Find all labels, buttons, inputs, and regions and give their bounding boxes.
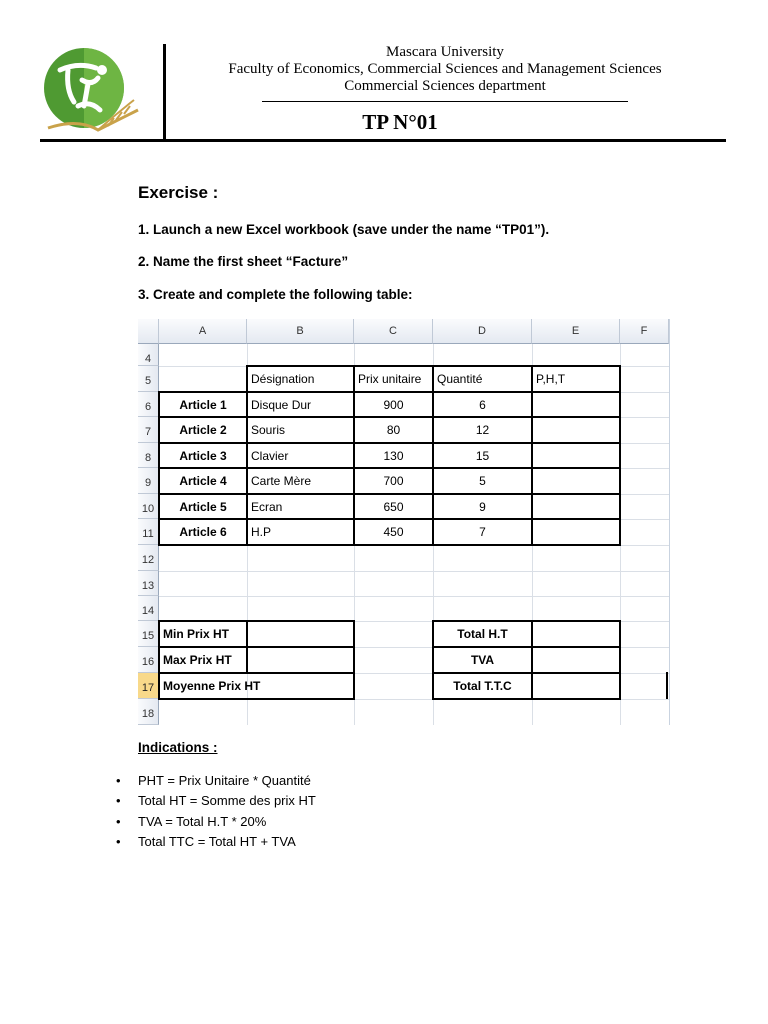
article-prix: 650 [353,493,434,520]
article-designation: Clavier [246,442,355,469]
article-prix: 450 [353,518,434,546]
exercise-title: Exercise : [138,183,219,202]
select-all-corner [138,319,159,344]
exercise-step-1: 1. Launch a new Excel workbook (save under the name “TP01”). [138,222,550,237]
totals-label-ttc: Total T.T.C [432,672,533,700]
header-vertical-divider [163,44,166,140]
article-label: Article 5 [158,493,248,520]
table-header-quantite: Quantité [432,365,533,393]
article-prix: 80 [353,416,434,444]
row-header-18: 18 [138,699,159,725]
row-header-10: 10 [138,494,159,519]
bullet-icon: • [116,834,121,849]
article-prix: 900 [353,391,434,418]
article-quantite: 7 [432,518,533,546]
article-quantite: 9 [432,493,533,520]
column-header-c: C [354,319,433,344]
article-quantite: 5 [432,467,533,495]
department-name: Commercial Sciences department [344,78,546,94]
article-label: Article 4 [158,467,248,495]
article-prix: 700 [353,467,434,495]
table-header-prix-unitaire: Prix unitaire [353,365,434,393]
article-pht-empty [531,493,621,520]
article-quantite: 12 [432,416,533,444]
article-label: Article 1 [158,391,248,418]
stats-label-min: Min Prix HT [158,620,248,648]
university-logo [38,40,146,140]
indication-text: Total TTC = Total HT + TVA [138,834,296,849]
article-pht-empty [531,416,621,444]
row-header-12: 12 [138,545,159,571]
indication-text: TVA = Total H.T * 20% [138,814,267,829]
faculty-name: Faculty of Economics, Commercial Sciences and Management Sciences [228,61,662,77]
row-header-16: 16 [138,647,159,673]
article-designation: H.P [246,518,355,546]
cell-cursor-edge [666,672,668,699]
bullet-icon: • [116,793,121,808]
stats-label-moyenne: Moyenne Prix HT [158,672,355,700]
row-header-14: 14 [138,596,159,621]
article-designation: Disque Dur [246,391,355,418]
gridline [159,571,669,572]
indication-text: Total HT = Somme des prix HT [138,793,316,808]
tp-title: TP N°01 [362,110,438,134]
bullet-icon: • [116,814,121,829]
totals-value-total-ht [531,620,621,648]
table-header-pht: P,H,T [531,365,621,393]
gridline [159,596,669,597]
indication-text: PHT = Prix Unitaire * Quantité [138,773,311,788]
row-header-8: 8 [138,443,159,468]
article-quantite: 15 [432,442,533,469]
university-name: Mascara University [386,44,504,60]
stats-label-max: Max Prix HT [158,646,248,674]
indications-title: Indications : [138,740,218,755]
article-pht-empty [531,391,621,418]
totals-label-total-ht: Total H.T [432,620,533,648]
row-header-6: 6 [138,392,159,417]
totals-value-ttc [531,672,621,700]
spreadsheet-image [138,319,670,725]
totals-value-tva [531,646,621,674]
row-header-11: 11 [138,519,159,545]
column-header-f: F [620,319,669,344]
column-header-a: A [159,319,247,344]
column-header-d: D [433,319,532,344]
header-horizontal-divider [40,139,726,142]
stats-value-max [246,646,355,674]
article-designation: Souris [246,416,355,444]
header-rule [262,101,628,102]
article-prix: 130 [353,442,434,469]
article-pht-empty [531,467,621,495]
exercise-step-2: 2. Name the first sheet “Facture” [138,254,349,269]
row-header-4: 4 [138,344,159,366]
article-designation: Ecran [246,493,355,520]
article-label: Article 6 [158,518,248,546]
exercise-step-3: 3. Create and complete the following table: [138,287,413,302]
totals-label-tva: TVA [432,646,533,674]
row-header-15: 15 [138,621,159,647]
article-quantite: 6 [432,391,533,418]
row-header-17: 17 [138,673,159,699]
table-header-designation: Désignation [246,365,355,393]
column-header-e: E [532,319,620,344]
article-label: Article 3 [158,442,248,469]
column-header-b: B [247,319,354,344]
row-header-5: 5 [138,366,159,392]
row-header-9: 9 [138,468,159,494]
row-header-7: 7 [138,417,159,443]
bullet-icon: • [116,773,121,788]
stats-value-min [246,620,355,648]
row-header-13: 13 [138,571,159,596]
article-pht-empty [531,442,621,469]
article-designation: Carte Mère [246,467,355,495]
article-pht-empty [531,518,621,546]
article-label: Article 2 [158,416,248,444]
